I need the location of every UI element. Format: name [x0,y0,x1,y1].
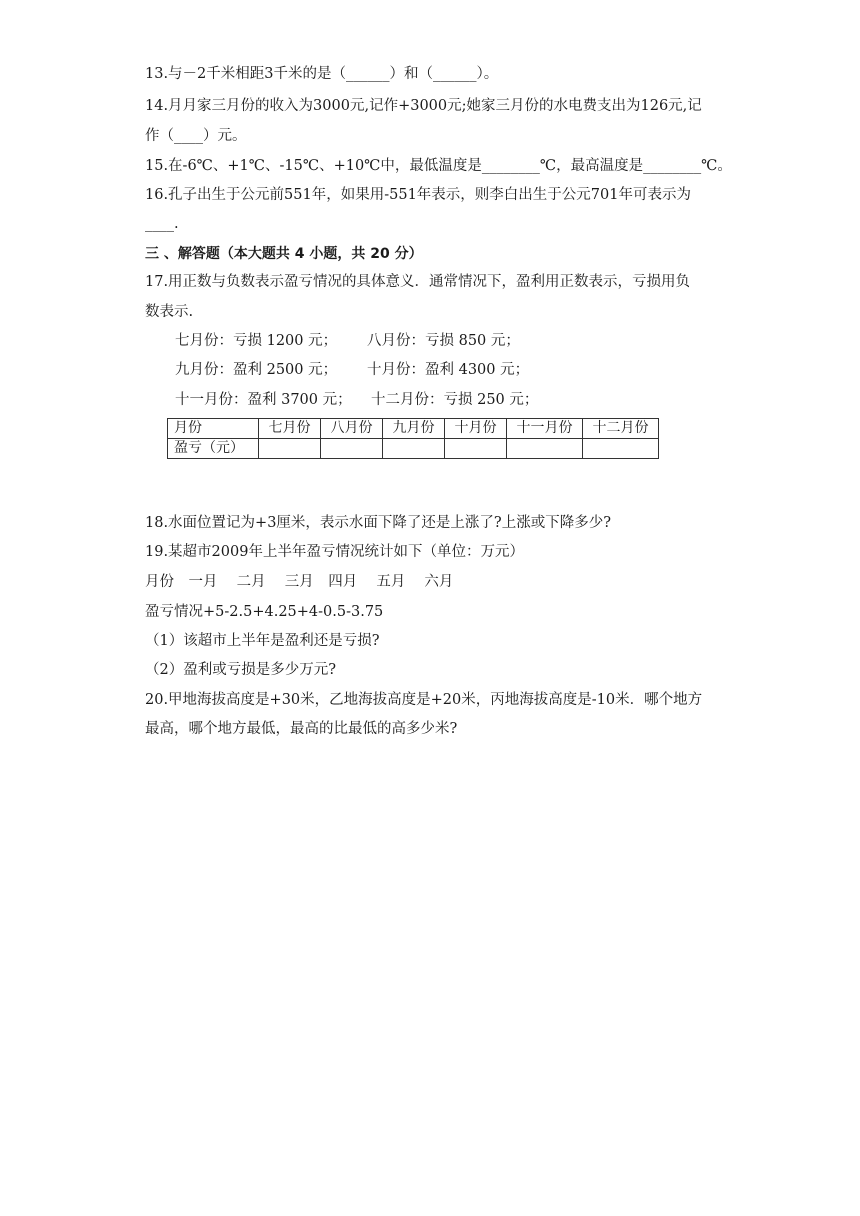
q17-item-september: 九月份：盈利 2500 元； [175,362,338,378]
table-cell: 月份 [168,419,259,439]
q17-item-row [175,360,575,380]
section-3-title: 三 、解答题（本大题共 4 小题，共 20 分） [145,246,423,262]
question-14-line-2: 作（____）元。 [145,128,247,144]
question-17-line-1: 17.用正数与负数表示盈亏情况的具体意义．通常情况下，盈利用正数表示，亏损用负 [145,274,691,290]
table-cell: 九月份 [383,419,445,439]
question-17-line-2: 数表示. [145,304,194,320]
profit-loss-table [167,418,659,459]
q17-item-october: 十月份：盈利 4300 元； [367,362,530,378]
table-cell: 八月份 [321,419,383,439]
table-cell: 十月份 [445,419,507,439]
table-header-row [168,419,659,439]
question-19-line-1: 19.某超市2009年上半年盈亏情况统计如下（单位：万元） [145,544,524,560]
table-cell: 盈亏（元） [168,439,259,459]
question-16-line-1: 16.孔子出生于公元前551年，如果用-551年表示，则李白出生于公元701年可表示为 [145,187,691,203]
table-cell-empty [259,439,321,459]
question-14-line-1: 14.月月家三月份的收入为3000元,记作+3000元;她家三月份的水电费支出为126元,记 [145,98,702,114]
question-19-sub-1: （1）该超市上半年是盈利还是亏损? [145,633,380,649]
q17-item-november: 十一月份：盈利 3700 元； [175,392,352,408]
q17-item-row [175,331,575,351]
q17-item-july: 七月份：亏损 1200 元； [175,333,338,349]
table-cell-empty [583,439,659,459]
table-cell: 十二月份 [583,419,659,439]
table-cell-empty [507,439,583,459]
question-20-line-2: 最高，哪个地方最低，最高的比最低的高多少米? [145,721,458,737]
table-cell-empty [321,439,383,459]
table-cell: 七月份 [259,419,321,439]
question-16-line-2: ____. [145,216,179,232]
table-cell-empty [445,439,507,459]
q17-item-august: 八月份：亏损 850 元； [367,333,520,349]
table-row [168,439,659,459]
question-19-months: 月份 一月 二月 三月 四月 五月 六月 [145,574,454,590]
table-cell: 十一月份 [507,419,583,439]
q17-item-row [175,390,575,410]
question-19-sub-2: （2）盈利或亏损是多少万元? [145,662,336,678]
table-cell-empty [383,439,445,459]
question-19-values: 盈亏情况+5-2.5+4.25+4-0.5-3.75 [145,604,384,620]
question-13: 13.与－2千米相距3千米的是（______）和（______）。 [145,66,499,82]
question-15: 15.在-6℃、+1℃、-15℃、+10℃中，最低温度是________℃，最高温度是________℃。 [145,158,732,174]
question-20-line-1: 20.甲地海拔高度是+30米，乙地海拔高度是+20米，丙地海拔高度是-10米．哪个地方 [145,692,703,708]
q17-item-december: 十二月份：亏损 250 元； [371,392,539,408]
question-18: 18.水面位置记为+3厘米，表示水面下降了还是上涨了?上涨或下降多少? [145,515,611,531]
